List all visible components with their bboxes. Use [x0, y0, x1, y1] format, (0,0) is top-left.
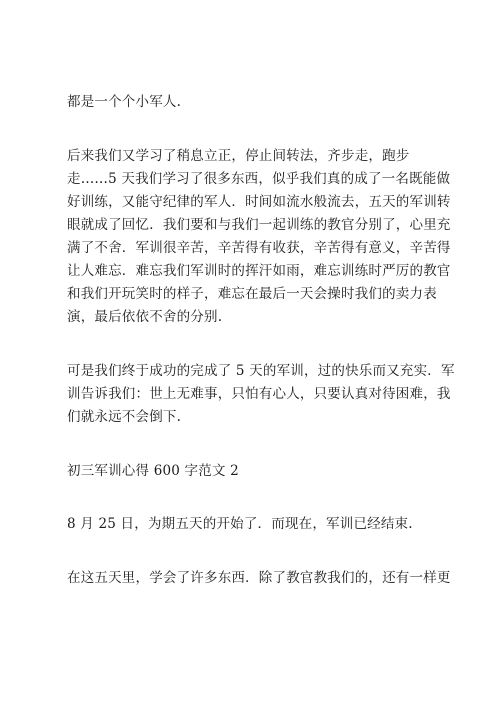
paragraph-6-line-1: 在这五天里，学会了许多东西．除了教官教我们的，还有一样更 — [67, 570, 451, 586]
section-heading: 初三军训心得 600 字范文 2 — [67, 463, 239, 479]
paragraph-2-line-5: 满了不舍．军训很辛苦，辛苦得有收获，辛苦得有意义，辛苦得 — [67, 240, 451, 256]
paragraph-2-line-3: 好训练，又能守纪律的军人．时间如流水般流去，五天的军训转 — [67, 194, 451, 210]
paragraph-3-line-3: 们就永远不会倒下. — [67, 409, 182, 425]
paragraph-5-line-1: 8 月 25 日，为期五天的开始了．而现在，军训已经结束. — [67, 516, 413, 532]
paragraph-1-line-1: 都是一个个小军人. — [67, 94, 182, 110]
paragraph-2-line-7: 和我们开玩笑时的样子，难忘在最后一天会操时我们的卖力表 — [67, 286, 437, 302]
paragraph-2-line-6: 让人难忘．难忘我们军训时的挥汗如雨，难忘训练时严厉的教官 — [67, 263, 451, 279]
paragraph-2-line-8: 演，最后依依不舍的分别. — [67, 309, 223, 325]
paragraph-2-line-4: 眼就成了回忆．我们要和与我们一起训练的教官分别了，心里充 — [67, 217, 451, 233]
paragraph-2-line-1: 后来我们又学习了稍息立正，停止间转法，齐步走，跑步 — [67, 148, 410, 164]
paragraph-2-line-2: 走……5 天我们学习了很多东西，似乎我们真的成了一名既能做 — [67, 171, 451, 187]
paragraph-3-line-2: 训告诉我们：世上无难事，只怕有心人，只要认真对待困难，我 — [67, 386, 451, 402]
paragraph-3-line-1: 可是我们终于成功的完成了 5 天的军训，过的快乐而又充实．军 — [67, 363, 455, 379]
